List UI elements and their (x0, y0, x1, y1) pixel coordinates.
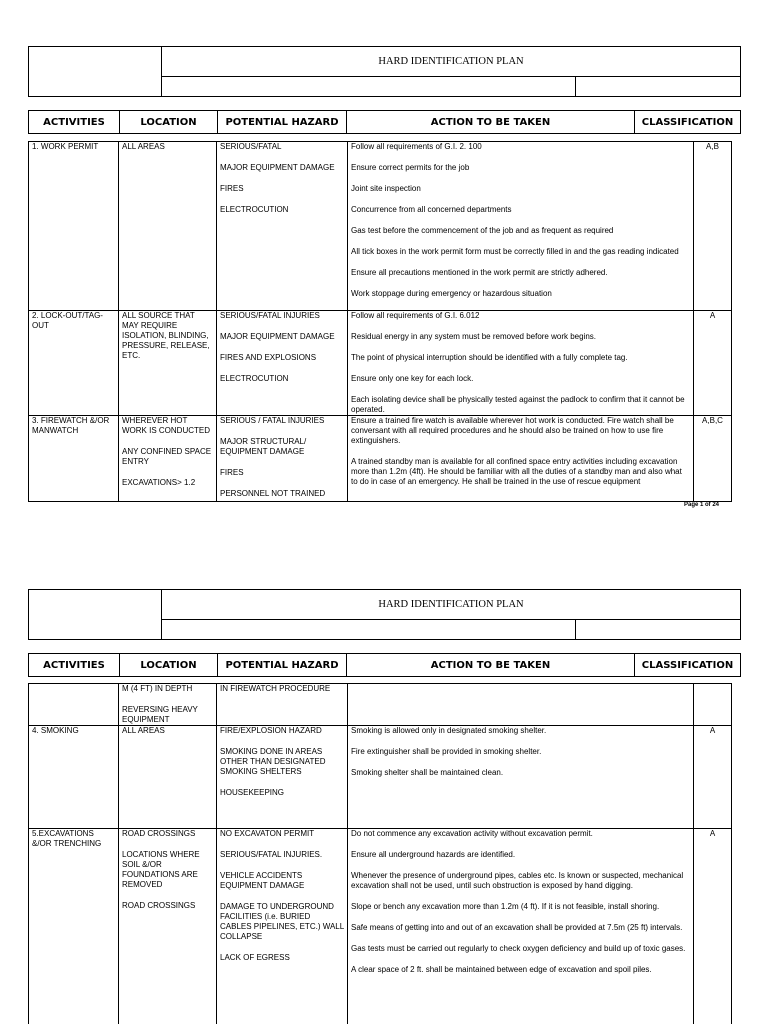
cell-text: A trained standby man is available for all confined space entry activities including excavation more than 1.2m (4ft). He should be familiar with all the duties of a standby man and also what to do in case of an emergency. He shall be trained in the use of rescue equipment (351, 457, 682, 486)
header-action: ACTION TO BE TAKEN (347, 654, 635, 676)
header-location: LOCATION (120, 111, 218, 133)
cell-text: SERIOUS/FATAL INJURIES. (220, 850, 323, 859)
table-row (29, 829, 732, 1024)
action-cell (348, 726, 694, 829)
action-cell (348, 416, 694, 502)
action-cell (348, 142, 694, 311)
activity-cell (29, 142, 119, 311)
title-sub-cell (576, 620, 740, 639)
location-cell (119, 684, 217, 726)
cell-text: DAMAGE TO UNDERGROUND FACILITIES (i.e. BURIED CABLES PIPELINES, ETC.) WALL COLLAPSE (220, 902, 344, 941)
cell-text: Ensure correct permits for the job (351, 163, 470, 172)
location-cell (119, 829, 217, 1024)
cell-text: NO EXCAVATON PERMIT (220, 829, 315, 838)
cell-text: Work stoppage during emergency or hazardous situation (351, 289, 552, 298)
header-activities: ACTIVITIES (29, 654, 120, 676)
cell-text: Do not commence any excavation activity without excavation permit. (351, 829, 593, 838)
cell-text: EXCAVATIONS> 1.2 (122, 478, 196, 487)
classification-cell: A,B,C (694, 416, 732, 502)
table-row (29, 142, 732, 311)
column-header-row (28, 110, 741, 134)
cell-text: 3. FIREWATCH &/OR MANWATCH (32, 416, 110, 435)
cell-text: LOCATIONS WHERE SOIL &/OR FOUNDATIONS ARE REMOVED (122, 850, 200, 889)
column-header-row (28, 653, 741, 677)
table-row (29, 311, 732, 416)
cell-text: Follow all requirements of G.I. 6.012 (351, 311, 480, 320)
cell-text: FIRES (220, 468, 244, 477)
header-classification: CLASSIFICATION (641, 116, 734, 128)
page-number: Page 1 of 24 (684, 502, 720, 508)
cell-text: 1. WORK PERMIT (32, 142, 99, 151)
title-sub-cell (576, 77, 740, 96)
cell-text: ALL SOURCE THAT MAY REQUIRE ISOLATION, BLINDING, PRESSURE, RELEASE, ETC. (122, 311, 210, 360)
location-cell (119, 416, 217, 502)
hazard-cell (217, 142, 348, 311)
cell-text: Smoking shelter shall be maintained clean. (351, 768, 504, 777)
cell-text: Gas test before the commencement of the job and as frequent as required (351, 226, 614, 235)
cell-text: Ensure all precautions mentioned in the work permit are strictly adhered. (351, 268, 608, 277)
location-cell (119, 726, 217, 829)
cell-text: WHEREVER HOT WORK IS CONDUCTED (122, 416, 210, 435)
cell-text: Safe means of getting into and out of an excavation shall be provided at 7.5m (25 ft) intervals. (351, 923, 683, 932)
cell-text: Whenever the presence of underground pipes, cables etc. Is known or suspected, mechanical excavation shall not be used, until such obstruction is exposed by hand digging. (351, 871, 684, 890)
header-activities: ACTIVITIES (29, 111, 120, 133)
classification-cell: A (694, 726, 732, 829)
cell-text: Gas tests must be carried out regularly to check oxygen deficiency and build up of toxic gases. (351, 944, 686, 953)
table-row (29, 416, 732, 502)
activity-cell (29, 311, 119, 416)
cell-text: M (4 FT) IN DEPTH (122, 684, 193, 693)
cell-text: SERIOUS/FATAL INJURIES (220, 311, 320, 320)
location-cell (119, 311, 217, 416)
cell-text: Ensure only one key for each lock. (351, 374, 474, 383)
cell-text: MAJOR STRUCTURAL/ EQUIPMENT DAMAGE (220, 437, 307, 456)
cell-text: ANY CONFINED SPACE ENTRY (122, 447, 212, 466)
cell-text: IN FIREWATCH PROCEDURE (220, 684, 331, 693)
hazard-cell (217, 311, 348, 416)
hazard-cell (217, 684, 348, 726)
activity-cell (29, 726, 119, 829)
table-row (29, 684, 732, 726)
title-sub-cell (162, 620, 576, 639)
cell-text: HOUSEKEEPING (220, 788, 285, 797)
cell-text: Smoking is allowed only in designated smoking shelter. (351, 726, 547, 735)
cell-text: Ensure a trained fire watch is available wherever hot work is conducted. Fire watch shall be conversant with all required procedures and he should also be trained on how to use fire extinguishers. (351, 416, 674, 445)
cell-text: PERSONNEL NOT TRAINED (220, 489, 326, 498)
classification-cell (694, 684, 732, 726)
cell-text: Fire extinguisher shall be provided in smoking shelter. (351, 747, 542, 756)
hazard-cell (217, 829, 348, 1024)
header-potential-hazard: POTENTIAL HAZARD (218, 654, 347, 676)
cell-text: 2. LOCK-OUT/TAG-OUT (32, 311, 103, 330)
cell-text: Joint site inspection (351, 184, 421, 193)
hazard-table-page-2 (28, 683, 732, 1024)
cell-text: ROAD CROSSINGS (122, 829, 196, 838)
cell-text: ELECTROCUTION (220, 205, 289, 214)
cell-text: Concurrence from all concerned departments (351, 205, 512, 214)
cell-text: MAJOR EQUIPMENT DAMAGE (220, 332, 335, 341)
cell-text: All tick boxes in the work permit form must be correctly filled in and the gas reading indicated (351, 247, 679, 256)
title-logo-cell (29, 590, 162, 639)
cell-text: SERIOUS/FATAL (220, 142, 282, 151)
cell-text: Follow all requirements of G.I. 2. 100 (351, 142, 482, 151)
hazard-cell (217, 416, 348, 502)
action-cell (348, 829, 694, 1024)
cell-text: ROAD CROSSINGS (122, 901, 196, 910)
cell-text: SERIOUS / FATAL INJURIES (220, 416, 325, 425)
title-block (28, 46, 741, 97)
title-block (28, 589, 741, 640)
title-logo-cell (29, 47, 162, 96)
title-sub-cell (162, 77, 576, 96)
cell-text: MAJOR EQUIPMENT DAMAGE (220, 163, 335, 172)
header-location: LOCATION (120, 654, 218, 676)
cell-text: FIRES (220, 184, 244, 193)
cell-text: LACK OF EGRESS (220, 953, 290, 962)
cell-text: 4. SMOKING (32, 726, 79, 735)
page-title: HARD IDENTIFICATION PLAN (162, 47, 740, 77)
activity-cell (29, 829, 119, 1024)
cell-text: SMOKING DONE IN AREAS OTHER THAN DESIGNATED SMOKING SHELTERS (220, 747, 326, 776)
cell-text: 5.EXCAVATIONS &/OR TRENCHING (32, 829, 102, 848)
classification-cell: A (694, 311, 732, 416)
hazard-cell (217, 726, 348, 829)
classification-cell: A (694, 829, 732, 1024)
hazard-table-page-1 (28, 141, 732, 502)
action-cell (348, 684, 694, 726)
cell-text: Each isolating device shall be physically tested against the padlock to confirm that it cannot be operated. (351, 395, 685, 414)
cell-text: The point of physical interruption should be identified with a fully complete tag. (351, 353, 628, 362)
location-cell (119, 142, 217, 311)
classification-cell: A,B (694, 142, 732, 311)
cell-text: VEHICLE ACCIDENTS EQUIPMENT DAMAGE (220, 871, 305, 890)
header-classification: CLASSIFICATION (641, 659, 734, 671)
cell-text: Residual energy in any system must be removed before work begins. (351, 332, 597, 341)
cell-text: REVERSING HEAVY EQUIPMENT (122, 705, 198, 724)
activity-cell (29, 684, 119, 726)
cell-text: ELECTROCUTION (220, 374, 289, 383)
action-cell (348, 311, 694, 416)
cell-text: Slope or bench any excavation more than 1.2m (4 ft). If it is not feasible, install shoring. (351, 902, 660, 911)
header-action: ACTION TO BE TAKEN (347, 111, 635, 133)
cell-text: FIRE/EXPLOSION HAZARD (220, 726, 322, 735)
table-row (29, 726, 732, 829)
cell-text: ALL AREAS (122, 142, 165, 151)
activity-cell (29, 416, 119, 502)
header-potential-hazard: POTENTIAL HAZARD (218, 111, 347, 133)
cell-text: FIRES AND EXPLOSIONS (220, 353, 317, 362)
page-title: HARD IDENTIFICATION PLAN (162, 590, 740, 620)
cell-text: Ensure all underground hazards are identified. (351, 850, 516, 859)
cell-text: ALL AREAS (122, 726, 165, 735)
cell-text: A clear space of 2 ft. shall be maintained between edge of excavation and spoil piles. (351, 965, 652, 974)
